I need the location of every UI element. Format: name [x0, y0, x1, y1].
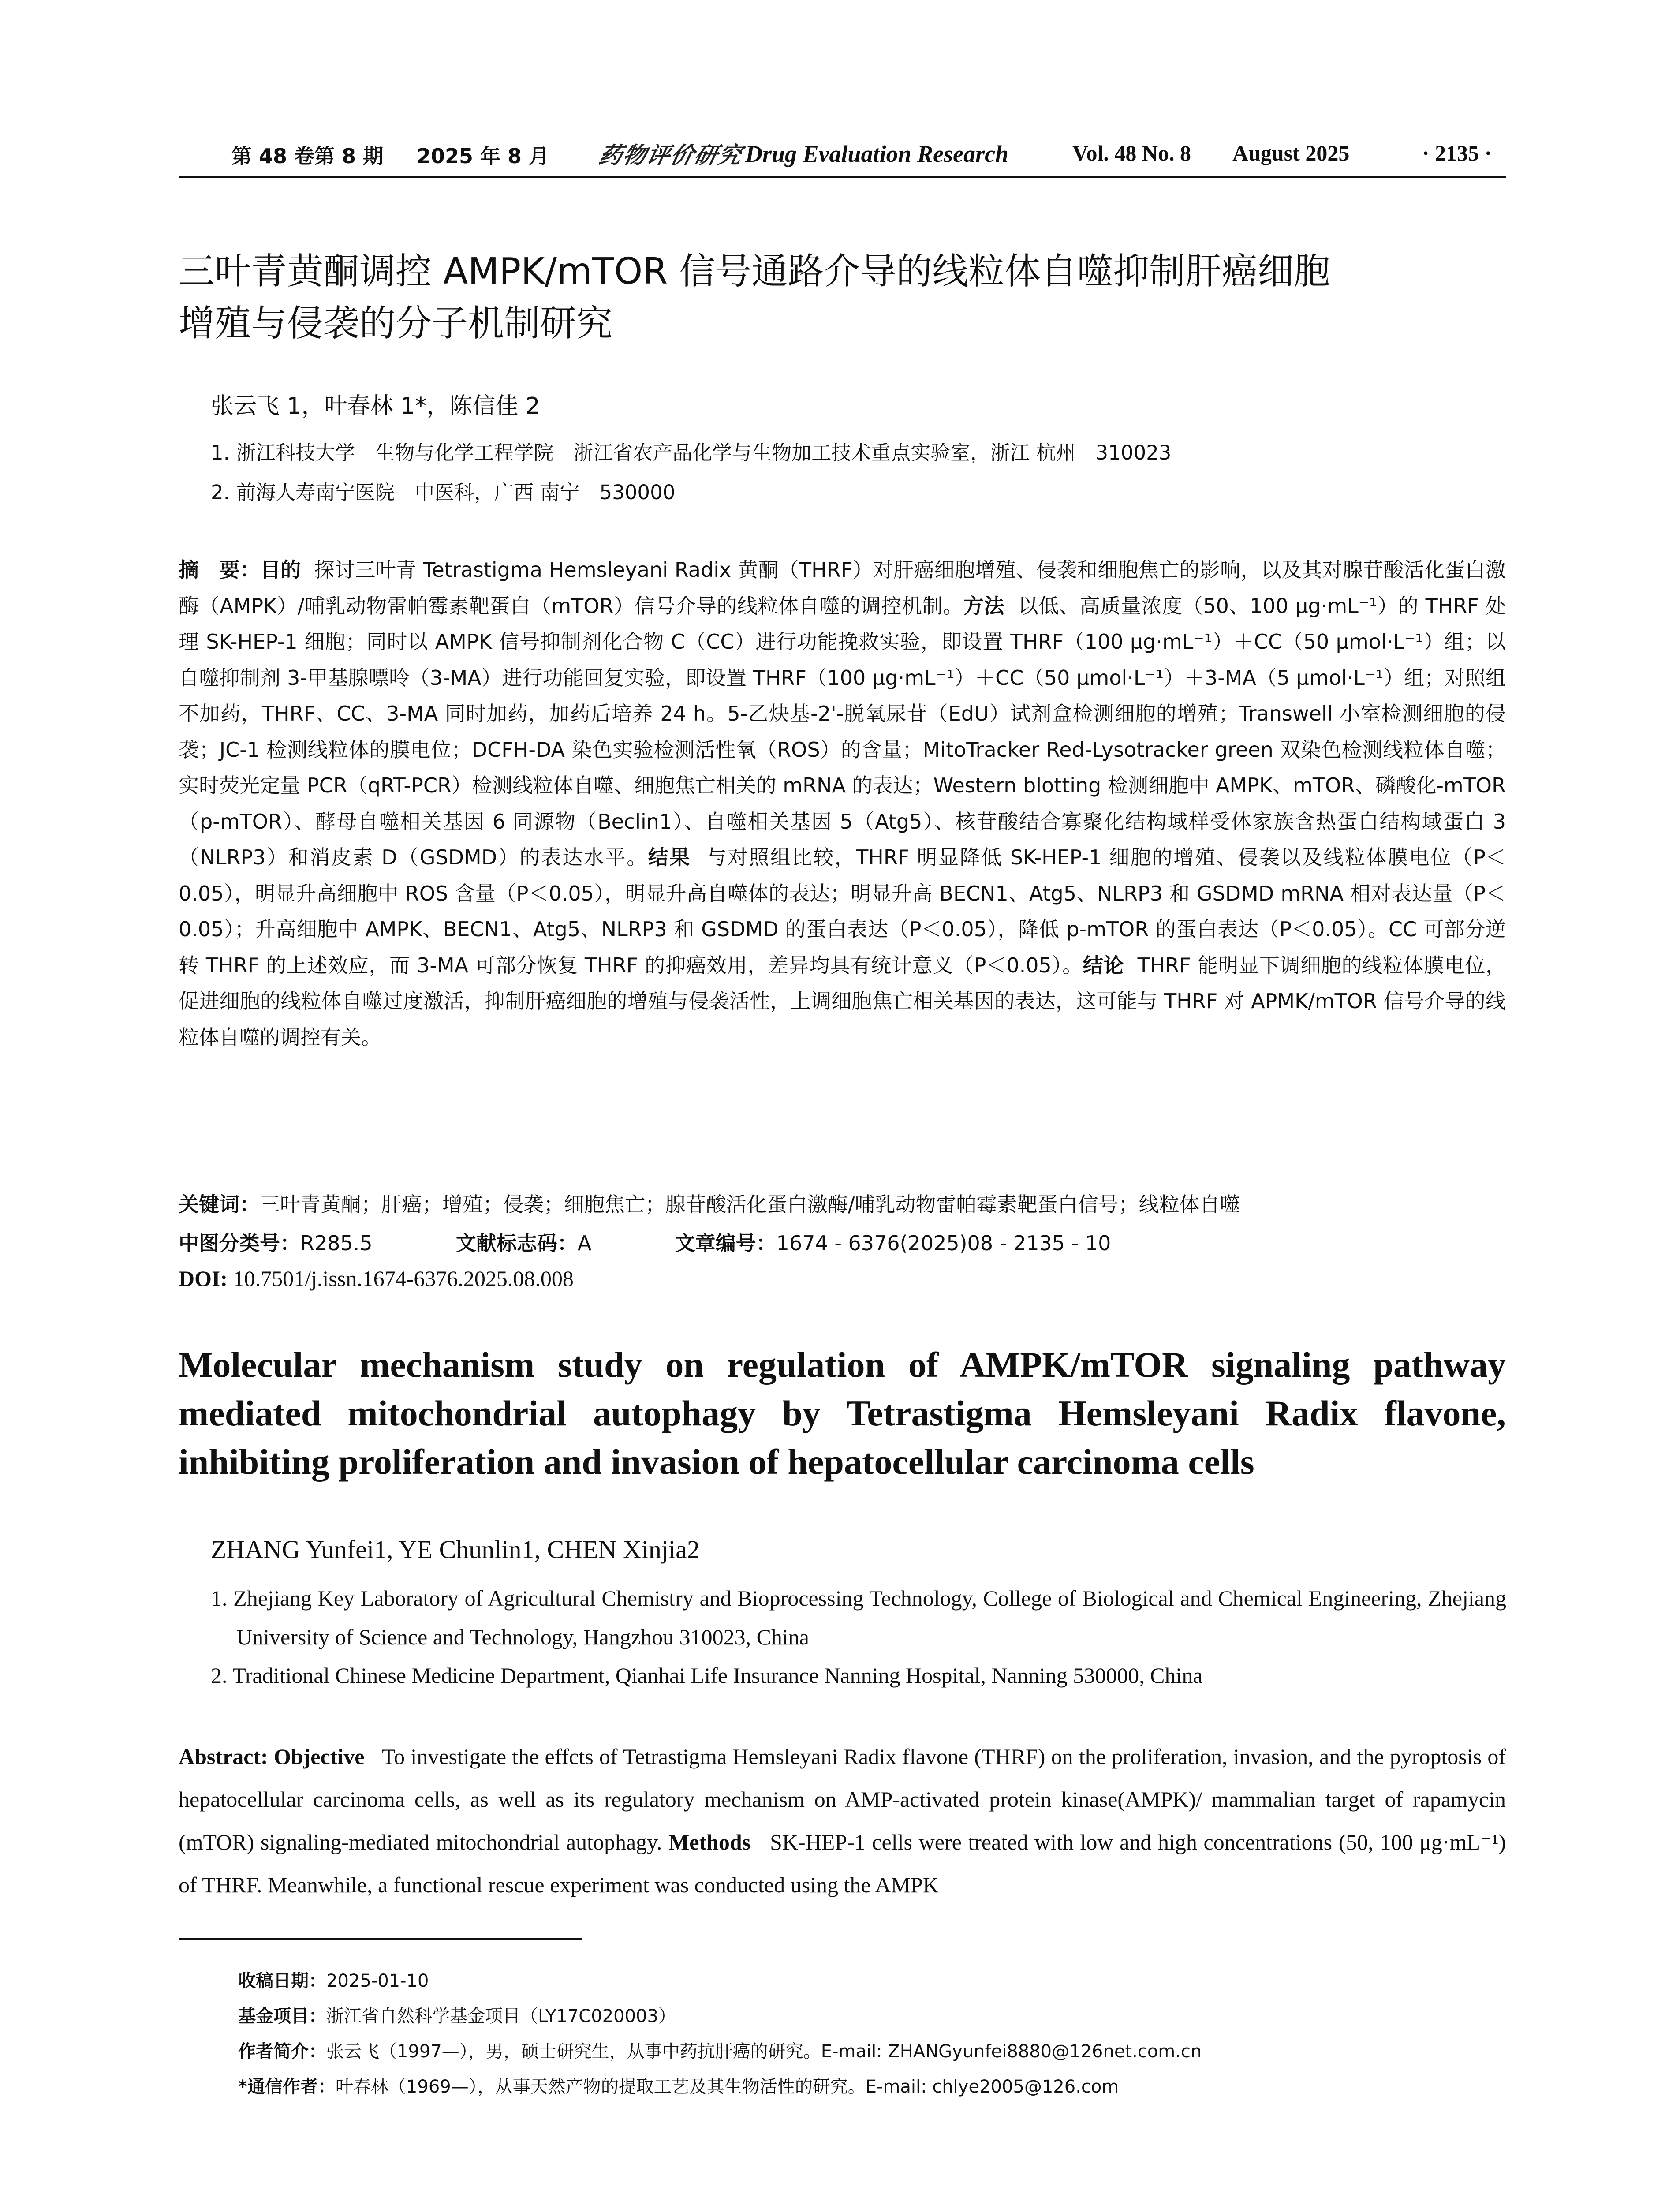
clc-label: 中图分类号：	[179, 1231, 300, 1255]
footnote-corr-value: 叶春林（1969—），从事天然产物的提取工艺及其生物活性的研究。E-mail: chlye2005@126.com	[335, 2077, 1119, 2097]
abstract-cn-methods: 以低、高质量浓度（50、100 μg·mL⁻¹）的 THRF 处理 SK-HEP-1 细胞；同时以 AMPK 信号抑制剂化合物 C（CC）进行功能挽救实验，即设置 THRF（100 μg·mL⁻¹）＋CC（50 μmol·L⁻¹）组；以自噬抑制剂 3-甲基腺嘌呤（3-MA）进行功能回复实验，即设置 THRF（100 μg·mL⁻¹）＋CC（50 μmol·L⁻¹）＋3-MA（5 μmol·L⁻¹）组；对照组不加药，THRF、CC、3-MA 同时加药，加药后培养 24 h。5-乙炔基-2'-脱氧尿苷（EdU）试剂盒检测细胞的增殖；Transwell 小室检测细胞的侵袭；JC-1 检测线粒体的膜电位；DCFH-DA 染色实验检测活性氧（ROS）的含量；MitoTracker Red-Lysotracker green 双染色检测线粒体自噬；实时荧光定量 PCR（qRT-PCR）检测线粒体自噬、细胞焦亡相关的 mRNA 的表达；Western blotting 检测细胞中 AMPK、mTOR、磷酸化-mTOR（p-mTOR）、酵母自噬相关基因 6 同源物（Beclin1）、自噬相关基因 5（Atg5）、核苷酸结合寡聚化结构域样受体家族含热蛋白结构域蛋白 3（NLRP3）和消皮素 D（GSDMD）的表达水平。	[179, 594, 1506, 869]
footnote-author-value: 张云飞（1997—），男，硕士研究生，从事中药抗肝癌的研究。E-mail: ZHANGyunfei8880@126net.com.cn	[326, 2041, 1202, 2062]
header-date-cn: 2025 年 8 月	[417, 144, 549, 168]
footnote-rule	[179, 1938, 582, 1940]
affiliation-en-1: 1. Zhejiang Key Laboratory of Agricultural Chemistry and Bioprocessing Technology, College of Biological and Chemical Engineering, Zhejiang University of Science and Technology, Hangzhou 310023, China	[211, 1586, 1506, 1649]
authors-cn-text: 张云飞 1，叶春林 1*，陈信佳 2	[211, 393, 540, 419]
abstract-cn-conclusion-label: 结论	[1083, 953, 1124, 977]
abstract-en-objective: To investigate the effcts of Tetrastigma Hemsleyani Radix flavone (THRF) on the proliferation, invasion, and the pyroptosis of hepatocellular carcinoma cells, as well as its regulatory mechanism on AMP-activated protein kinase(AMPK)/ mammalian target of rapamycin (mTOR) signaling-mediated mitochondrial autophagy.	[179, 1744, 1506, 1854]
abstract-en-label: Abstract: Objective	[179, 1744, 365, 1769]
footnote-fund	[238, 2002, 676, 2027]
journal-logo: 药物评价研究	[596, 142, 745, 169]
header-rule	[179, 176, 1506, 178]
footnote-fund-label: 基金项目：	[238, 2006, 326, 2026]
header-date-en: August 2025	[1232, 141, 1350, 165]
abstract-cn-methods-label: 方法	[963, 594, 1005, 618]
abstract-cn-results: 与对照组比较，THRF 明显降低 SK-HEP-1 细胞的增殖、侵袭以及线粒体膜电位（P＜0.05），明显升高细胞中 ROS 含量（P＜0.05），明显升高自噬体的表达；明显升高 BECN1、Atg5、NLRP3 和 GSDMD mRNA 相对表达量（P＜0.05）；升高细胞中 AMPK、BECN1、Atg5、NLRP3 和 GSDMD 的蛋白表达（P＜0.05），降低 p-mTOR 的蛋白表达（P＜0.05）。CC 可部分逆转 THRF 的上述效应，而 3-MA 可部分恢复 THRF 的抑癌效用，差异均具有统计意义（P＜0.05）。	[179, 845, 1506, 977]
title-cn-line2: 增殖与侵袭的分子机制研究	[179, 303, 613, 344]
footnote-received-label: 收稿日期：	[238, 1971, 326, 1991]
abstract-en-methods-label: Methods	[668, 1830, 751, 1854]
abstract-cn-label: 摘 要：目的	[179, 558, 301, 582]
doi	[179, 1266, 574, 1291]
header-volume-issue-en: Vol. 48 No. 8	[1072, 141, 1191, 165]
keywords-text: 三叶青黄酮；肝癌；增殖；侵袭；细胞焦亡；腺苷酸活化蛋白激酶/哺乳动物雷帕霉素靶蛋白信号；线粒体自噬	[260, 1192, 1240, 1216]
abstract-en-methods: SK-HEP-1 cells were treated with low and high concentrations (50, 100 μg·mL⁻¹) of THRF. Meanwhile, a functional rescue experiment was conducted using the AMPK	[179, 1830, 1506, 1897]
footnote-author-label: 作者简介：	[238, 2041, 326, 2062]
doc-code-value: A	[577, 1231, 592, 1255]
abstract-cn	[179, 552, 1506, 1055]
affiliation-en-2: 2. Traditional Chinese Medicine Department, Qianhai Life Insurance Nanning Hospital, Nanning 530000, China	[211, 1663, 1203, 1688]
footnote-corr-label: *通信作者：	[238, 2077, 336, 2097]
header-page-number: · 2135 ·	[1422, 141, 1492, 165]
authors-en: ZHANG Yunfei1, YE Chunlin1, CHEN Xinjia2	[211, 1535, 700, 1564]
affiliation-cn-2: 2. 前海人寿南宁医院 中医科，广西 南宁 530000	[211, 481, 676, 504]
abstract-cn-objective: 探讨三叶青 Tetrastigma Hemsleyani Radix 黄酮（THRF）对肝癌细胞增殖、侵袭和细胞焦亡的影响，以及其对腺苷酸活化蛋白激酶（AMPK）/哺乳动物雷帕霉素靶蛋白（mTOR）信号介导的线粒体自噬的调控机制。	[179, 558, 1506, 618]
authors-cn	[211, 387, 540, 420]
keywords-label: 关键词：	[179, 1192, 260, 1216]
article-no-label: 文章编号：	[675, 1231, 777, 1255]
header-journal-en: Drug Evaluation Research	[745, 141, 1009, 167]
keywords	[179, 1188, 1240, 1218]
title-cn-line1: 三叶青黄酮调控 AMPK/mTOR 信号通路介导的线粒体自噬抑制肝癌细胞	[179, 250, 1330, 292]
footnote-corresponding	[238, 2073, 1119, 2098]
doi-value: 10.7501/j.issn.1674-6376.2025.08.008	[233, 1266, 574, 1291]
clc-value: R285.5	[300, 1231, 373, 1255]
abstract-cn-conclusion: THRF 能明显下调细胞的线粒体膜电位，促进细胞的线粒体自噬过度激活，抑制肝癌细胞的增殖与侵袭活性，上调细胞焦亡相关基因的表达，这可能与 THRF 对 APMK/mTOR 信号介导的线粒体自噬的调控有关。	[179, 953, 1506, 1049]
affiliation-cn-1: 1. 浙江科技大学 生物与化学工程学院 浙江省农产品化学与生物加工技术重点实验室，浙江 杭州 310023	[211, 441, 1172, 464]
footnote-fund-value: 浙江省自然科学基金项目（LY17C020003）	[326, 2006, 676, 2026]
doi-label: DOI:	[179, 1266, 228, 1291]
footnote-author	[238, 2037, 1202, 2063]
footnote-received	[238, 1967, 429, 1992]
header-volume-issue-cn: 第 48 卷第 8 期	[231, 144, 384, 168]
article-no-value: 1674 - 6376(2025)08 - 2135 - 10	[776, 1231, 1111, 1255]
footnote-received-value: 2025-01-10	[326, 1971, 429, 1991]
doc-code-label: 文献标志码：	[455, 1231, 578, 1255]
abstract-cn-results-label: 结果	[648, 845, 691, 869]
classification-line	[179, 1227, 1111, 1256]
abstract-en	[179, 1735, 1506, 1906]
title-en: Molecular mechanism study on regulation of AMPK/mTOR signaling pathway mediated mitochondrial autophagy by Tetrastigma Hemsleyani Radix flavone, inhibiting proliferation and invasion of hepatocellular carcinoma cells	[179, 1345, 1506, 1482]
